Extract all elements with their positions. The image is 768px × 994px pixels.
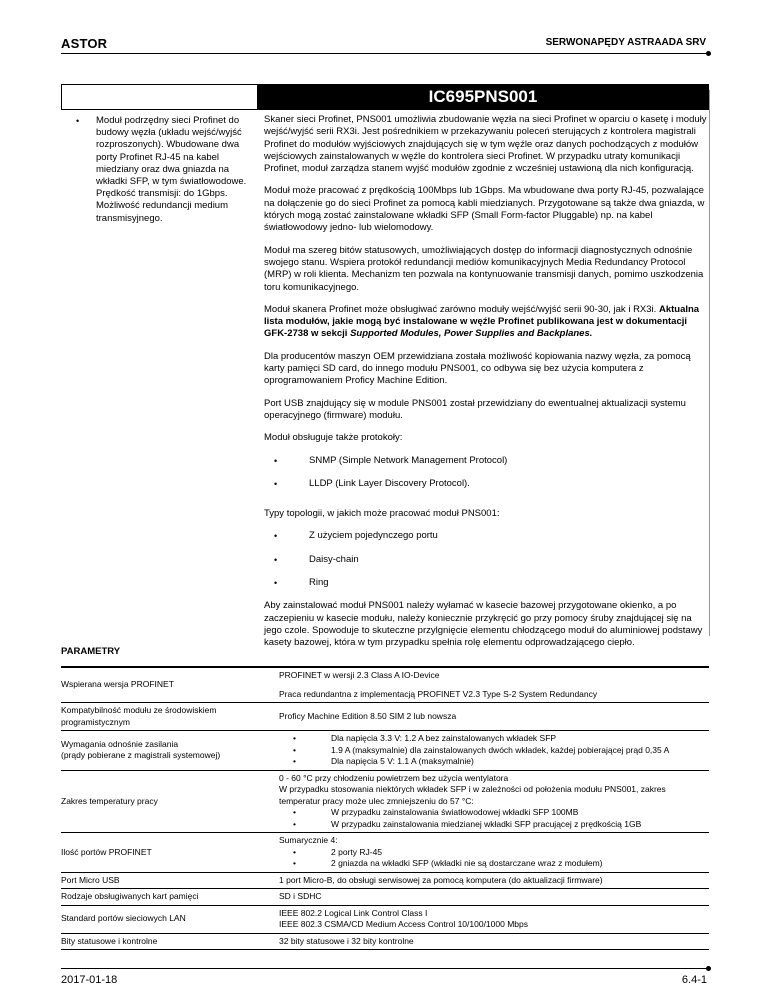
list-item: • 2 gniazda na wkładki SFP (wkładki nie są dostarczane wraz z modułem) bbox=[279, 858, 703, 870]
paragraph-usb: Port USB znajdujący się w module PNS001 został przewidziany do ewentualnej aktualizacji systemu operacyjnego (firmware) modułu. bbox=[264, 397, 686, 421]
table-row bbox=[61, 770, 709, 833]
param-line: IEEE 802.3 CSMA/CD Medium Access Control 10/100/1000 Mbps bbox=[279, 919, 528, 929]
header-rule bbox=[61, 53, 708, 54]
param-value bbox=[273, 667, 709, 703]
footer-rule-end-dot bbox=[706, 966, 711, 971]
param-label-line: Wymagania odnośnie zasilania bbox=[61, 738, 179, 749]
table-row bbox=[61, 905, 709, 933]
footer-date: 2017-01-18 bbox=[61, 974, 118, 986]
table-row bbox=[61, 833, 709, 873]
brand-name: ASTOR bbox=[61, 36, 108, 51]
param-line: 0 - 60 °C przy chłodzeniu powietrzem bez użycia wentylatora bbox=[279, 772, 509, 783]
footer-rule bbox=[61, 968, 708, 969]
param-value bbox=[273, 833, 709, 873]
param-line: Praca redundantna z implementacją PROFINET V2.3 Type S-2 System Redundancy bbox=[279, 688, 598, 699]
param-value bbox=[273, 905, 709, 933]
table-row bbox=[61, 667, 709, 703]
table-row bbox=[61, 889, 709, 906]
paragraph-compatibility bbox=[264, 304, 708, 341]
topology-list bbox=[264, 530, 708, 589]
param-line: W przypadku stosowania niektórych wkładek SFP i w zależności od położenia modułu PNS001, zakres temperatur pracy może ulec zmniejszeniu do 57 °C: bbox=[279, 784, 666, 806]
param-line: Sumarycznie 4: bbox=[279, 835, 338, 845]
table-row bbox=[61, 703, 709, 731]
param-label: Port Micro USB bbox=[61, 872, 273, 889]
list-item: • Daisy-chain bbox=[264, 554, 708, 566]
params-heading: PARAMETRY bbox=[61, 646, 121, 657]
list-item: • W przypadku zainstalowania miedzianej wkładki SFP pracującej z prędkością 1GB bbox=[279, 819, 703, 831]
paragraph-topologies-intro: Typy topologii, w jakich może pracować moduł PNS001: bbox=[264, 508, 500, 520]
params-table bbox=[61, 666, 709, 950]
product-code-title: IC695PNS001 bbox=[257, 84, 709, 110]
param-label: Standard portów sieciowych LAN bbox=[61, 905, 273, 933]
list-item: • Dla napięcia 5 V: 1.1 A (maksymalnie) bbox=[279, 756, 703, 768]
param-value bbox=[273, 731, 709, 771]
param-label: Wspierana wersja PROFINET bbox=[61, 667, 273, 703]
param-value bbox=[273, 770, 709, 833]
paragraph-diagnostics: Moduł ma szereg bitów statusowych, umożliwiających dostęp do informacji diagnostycznych odnośnie swojego stanu. Wspiera protokół redundancji mediów komunikacyjnych Media Redundancy Protocol (MRP) w roli klienta. Mechanizm ten pozwala na kontynuowanie transmisji danych, pomimo uszkodzenia toru komunikacyjnego. bbox=[264, 244, 704, 293]
main-description bbox=[264, 114, 708, 660]
param-line: PROFINET w wersji 2.3 Class A IO-Device bbox=[279, 670, 440, 680]
side-note-bullet-icon: • bbox=[76, 116, 80, 126]
compat-doc-section: Supported Modules, Power Supplies and Backplanes. bbox=[350, 328, 593, 340]
param-label-line: (prądy pobierane z magistrali systemowej) bbox=[61, 750, 221, 761]
header-rule-end-dot bbox=[706, 51, 711, 56]
table-row bbox=[61, 933, 709, 950]
list-item: • 2 porty RJ-45 bbox=[279, 847, 703, 859]
param-value: Proficy Machine Edition 8.50 SIM 2 lub nowsza bbox=[273, 703, 709, 731]
paragraph-oem: Dla producentów maszyn OEM przewidziana została możliwość kopiowania nazwy węzła, za pomocą karty pamięci SD card, do innego modułu PNS001, co odbywa się bez użycia komputera z oprogramowaniem Proficy Machine Edition. bbox=[264, 350, 691, 387]
param-label bbox=[61, 731, 273, 771]
paragraph-overview: Skaner sieci Profinet, PNS001 umożliwia zbudowanie węzła na sieci Profinet w oparciu o kasetę i moduły wejść/wyjść serii RX3i. Jest pośrednikiem w przekazywaniu poleceń sterujących z kontrolera magistrali Profinet do modułów wyjściowych znajdujących się w tym węźle oraz danych pochodzących z modułów wejściowych zainstalowanych w węźle do kontrolera sieci Profinet. W przypadku utraty komunikacji Profinet, moduł zarządza stanem wyjść modułów zgodnie z wcześniej ustawioną dla nich konfiguracją. bbox=[264, 114, 707, 175]
param-value: 32 bity statusowe i 32 bity kontrolne bbox=[273, 933, 709, 950]
table-row bbox=[61, 731, 709, 771]
list-item: • Dla napięcia 3.3 V: 1.2 A bez zainstalowanych wkładek SFP bbox=[279, 733, 703, 745]
param-value: SD i SDHC bbox=[273, 889, 709, 906]
paragraph-speed: Moduł może pracować z prędkością 100Mbps lub 1Gbps. Ma wbudowane dwa porty RJ-45, pozwalające na dołączenie go do sieci Profinet za pomocą kabli miedzianych. Przygotowane są także dwa gniazda, w których mogą zostać zainstalowane wkładki SFP (Small Form-factor Pluggable) np. na kabel światłowodowy jedno- lub wielomodowy. bbox=[264, 185, 705, 234]
list-item: • Ring bbox=[264, 577, 708, 589]
param-label: Kompatybilność modułu ze środowiskiem programistycznym bbox=[61, 703, 273, 731]
param-label: Bity statusowe i kontrolne bbox=[61, 933, 273, 950]
param-line: IEEE 802.2 Logical Link Control Class I bbox=[279, 907, 428, 918]
paragraph-installation: Aby zainstalować moduł PNS001 należy wyłamać w kasecie bazowej przygotowane okienko, a po zaczepieniu w kasecie modułu, należy koniecznie przykręcić go przy pomocy śruby znajdującej się na jego czole. Spowoduje to skuteczne przylgnięcie elementu chłodzącego moduł do aluminiowej podstawy kasety bazowej, która w tym przypadku spełnia rolę elementu odprowadzającego ciepło. bbox=[264, 600, 703, 649]
section-title: SERWONAPĘDY ASTRAADA SRV bbox=[545, 37, 706, 48]
param-label: Rodzaje obsługiwanych kart pamięci bbox=[61, 889, 273, 906]
protocol-list bbox=[264, 455, 708, 491]
list-item: • Z użyciem pojedynczego portu bbox=[264, 530, 708, 542]
param-value: 1 port Micro-B, do obsługi serwisowej za pomocą komputera (do aktualizacji firmware) bbox=[273, 872, 709, 889]
side-note: Moduł podrzędny sieci Profinet do budowy węzła (układu wejść/wyjść rozproszonych). Wbudowane dwa porty Profinet RJ-45 na kabel miedziany oraz dwa gniazda na wkładki SFP, w tym światłowodowe. Prędkość transmisji: do 1Gbps. Możliwość redundancji medium transmisyjnego. bbox=[96, 115, 247, 224]
list-item: • W przypadku zainstalowania światłowodowej wkładki SFP 100MB bbox=[279, 807, 703, 819]
content-right-rule bbox=[709, 90, 710, 636]
page-number: 6.4-1 bbox=[681, 974, 707, 986]
list-item: • 1.9 A (maksymalnie) dla zainstalowanych dwóch wkładek, każdej pobierającej prąd 0,35 A bbox=[279, 745, 703, 757]
paragraph-protocols-intro: Moduł obsługuje także protokoły: bbox=[264, 432, 403, 444]
compat-text: Moduł skanera Profinet może obsługiwać zarówno moduły wejść/wyjść serii 90-30, jak i RX3i. bbox=[264, 303, 659, 315]
compat-bold: Aktualna lista modułów, jakie mogą być instalowane w węźle Profinet publikowana jest w dokumentacji GFK-2738 w sekcji bbox=[264, 303, 700, 340]
table-row bbox=[61, 872, 709, 889]
param-label: Zakres temperatury pracy bbox=[61, 770, 273, 833]
list-item: • SNMP (Simple Network Management Protocol) bbox=[264, 455, 708, 467]
param-label: Ilość portów PROFINET bbox=[61, 833, 273, 873]
list-item: • LLDP (Link Layer Discovery Protocol). bbox=[264, 478, 708, 490]
